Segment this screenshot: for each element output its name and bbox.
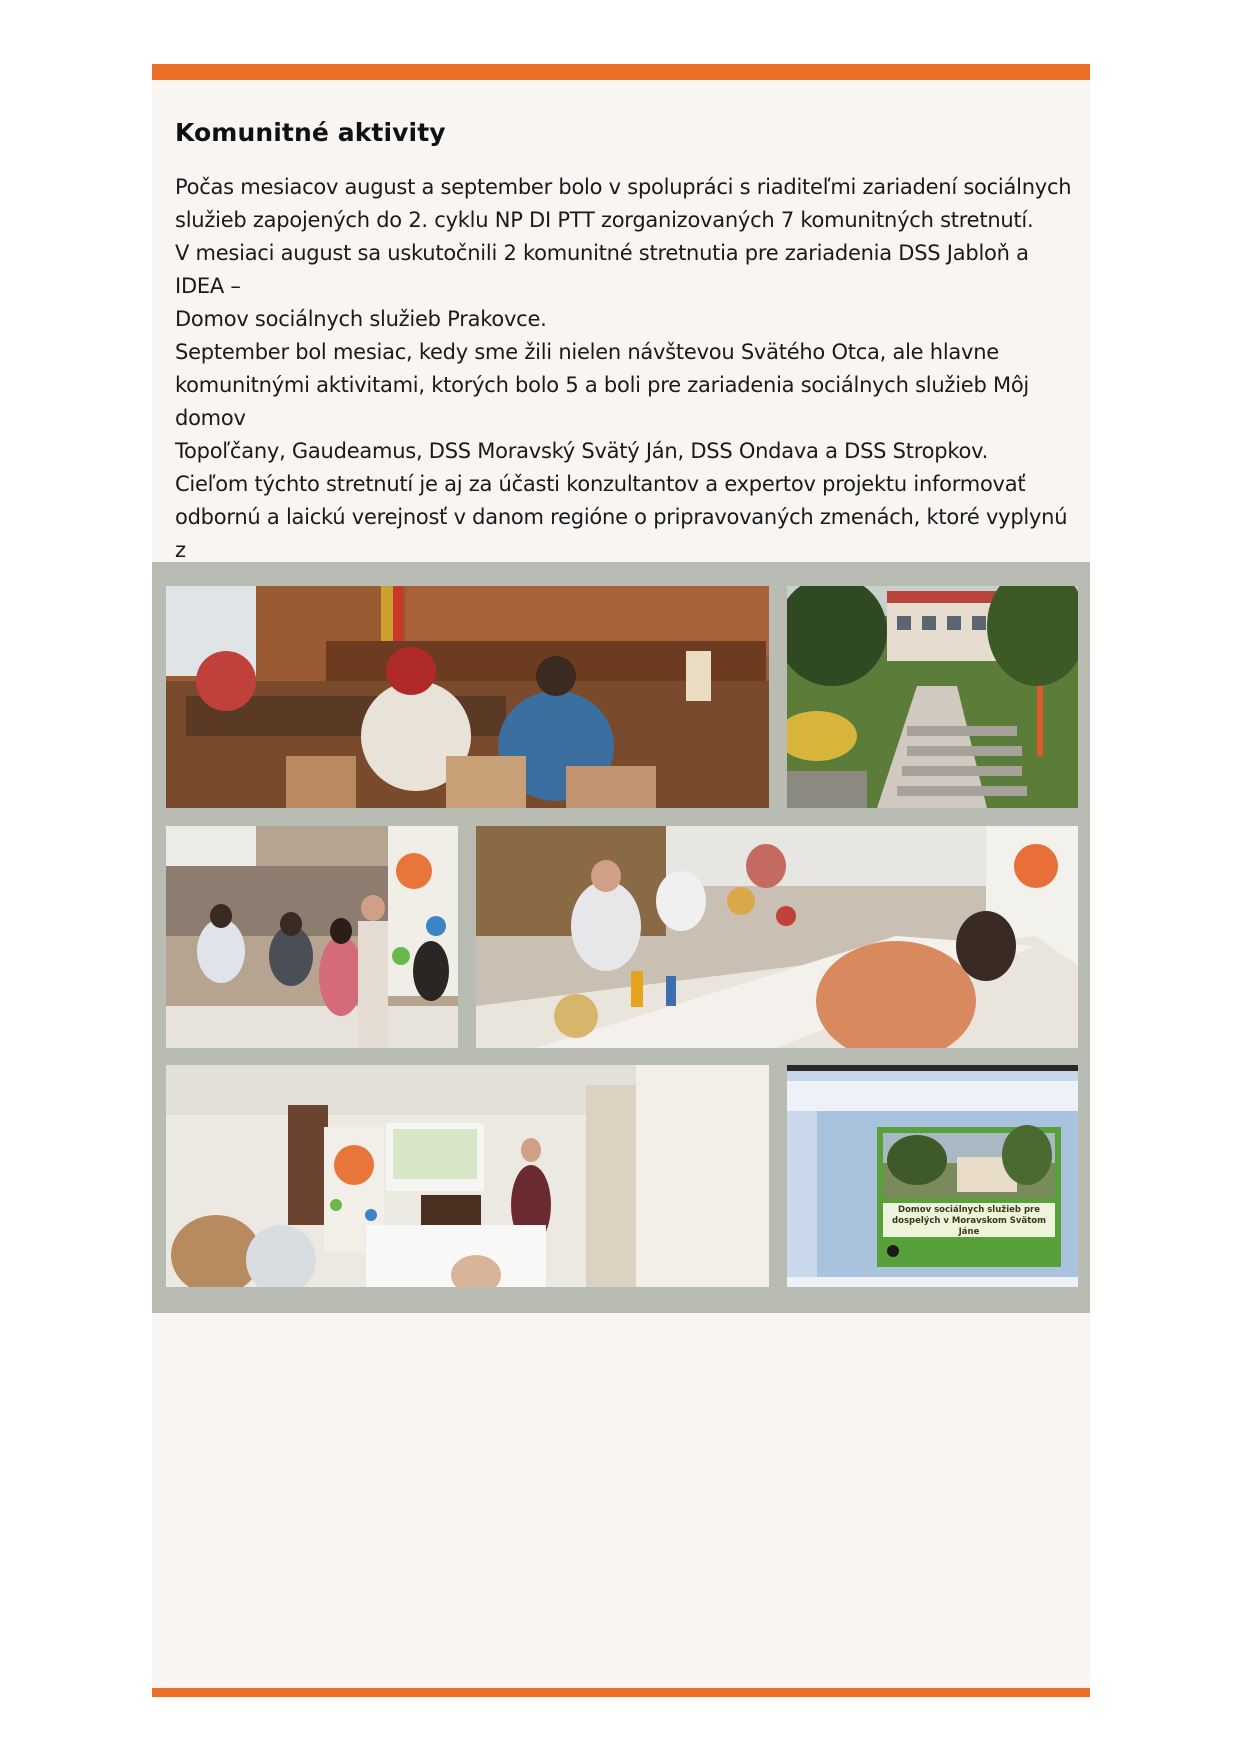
powerpoint-screenshot-photo	[787, 1065, 1078, 1287]
body-line: Domov sociálnych služieb Prakovce.	[175, 307, 547, 331]
body-line: služieb zapojených do 2. cyklu NP DI PTT zorganizovaných 7 komunitných stretnutí.	[175, 208, 1034, 232]
body-line: Počas mesiacov august a september bolo v spolupráci s riaditeľmi zariadení sociálnych	[175, 175, 1072, 199]
panel-discussion-photo	[166, 826, 458, 1048]
presentation-room-photo	[166, 1065, 769, 1287]
article-body	[175, 171, 1075, 600]
photo-gallery	[152, 562, 1090, 1313]
body-line: V mesiaci august sa uskutočnili 2 komunitné stretnutia pre zariadenia DSS Jabloň a IDEA –	[175, 241, 1029, 298]
body-line: Topoľčany, Gaudeamus, DSS Moravský Svätý Ján, DSS Ondava a DSS Stropkov.	[175, 439, 989, 463]
article	[175, 118, 1075, 600]
article-title: Komunitné aktivity	[175, 118, 446, 147]
table-meeting-photo	[476, 826, 1078, 1048]
body-line: komunitnými aktivitami, ktorých bolo 5 a boli pre zariadenia sociálnych služieb Môj domov	[175, 373, 1030, 430]
meeting-hall-photo	[166, 586, 769, 808]
body-line: September bol mesiac, kedy sme žili nielen návštevou Svätého Otca, ale hlavne	[175, 340, 999, 364]
body-line: odbornú a laickú verejnosť v danom regióne o pripravovaných zmenách, ktoré vyplynú z	[175, 505, 1068, 562]
body-line: Cieľom týchto stretnutí je aj za účasti konzultantov a expertov projektu informovať	[175, 472, 1026, 496]
slide-title-text: Domov sociálnych služieb pre dospelých v Moravskom Svätom Jáne	[892, 1205, 1046, 1237]
top-accent-bar	[152, 64, 1090, 80]
bottom-accent-bar	[152, 1688, 1090, 1697]
building-garden-photo	[787, 586, 1078, 808]
